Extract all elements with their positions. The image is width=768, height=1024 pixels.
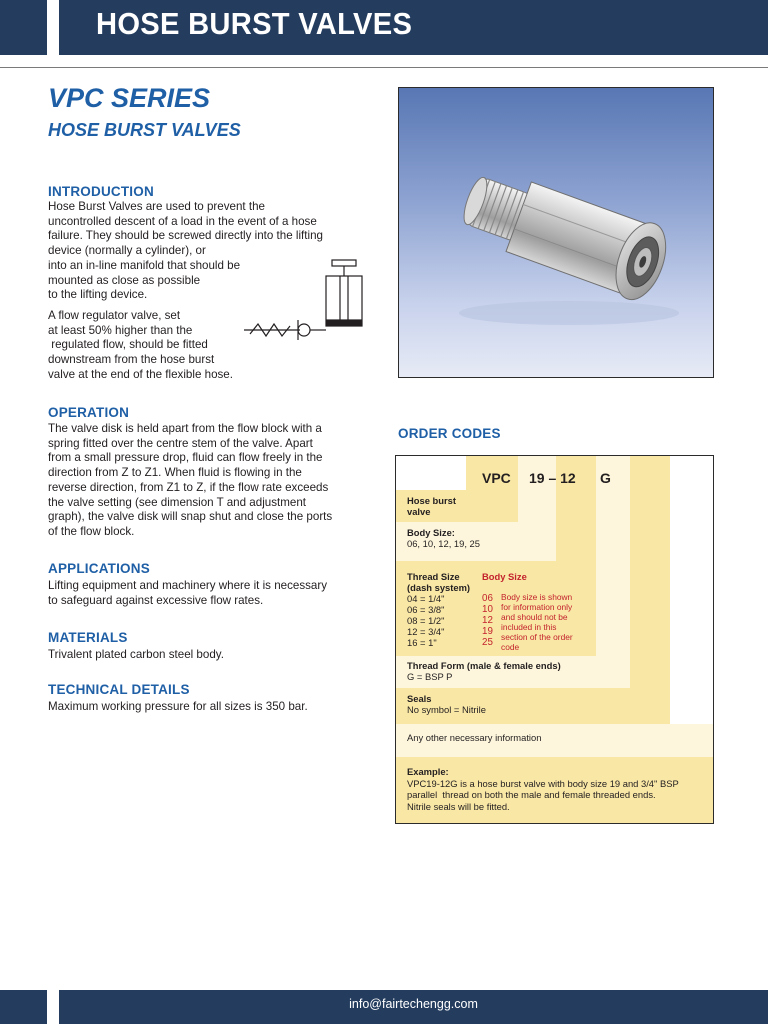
operation-line: from a small pressure drop, fluid can flow freely in the — [48, 451, 323, 465]
operation-text — [48, 422, 332, 540]
product-photo — [398, 87, 714, 378]
body-size-label: Body Size: 06, 10, 12, 19, 25 — [407, 527, 480, 549]
thread-form-label: Thread Form (male & female ends) G = BSP P — [407, 660, 561, 682]
order-codes-box — [395, 455, 714, 824]
applications-heading: APPLICATIONS — [48, 561, 150, 576]
intro-line: mounted as close as possible — [48, 273, 201, 287]
series-subtitle: HOSE BURST VALVES — [48, 120, 241, 140]
body-size-reference: Body Size — [482, 571, 527, 582]
operation-line: of the flow block. — [48, 524, 135, 538]
intro-line: at least 50% higher than the — [48, 323, 193, 337]
materials-heading: MATERIALS — [48, 630, 128, 645]
header-left-block — [0, 0, 47, 55]
operation-line: reverse direction, from Z1 to Z, if the flow rate exceeds — [48, 480, 329, 494]
seals-label: Seals No symbol = Nitrile — [407, 693, 486, 715]
code-suffix: G — [600, 470, 611, 486]
intro-line: uncontrolled descent of a load in the event of a hose — [48, 214, 317, 228]
introduction-heading: INTRODUCTION — [48, 184, 154, 199]
intro-line: downstream from the hose burst — [48, 353, 215, 367]
operation-line: graph), the valve disk will snap shut and close the ports — [48, 510, 333, 524]
body-size-list: 06 10 12 19 25 — [482, 593, 493, 648]
body-size-note: Body size is shown for information only and should not be included in this section of the order code — [501, 592, 573, 652]
example-text: Example: VPC19-12G is a hose burst valve with body size 19 and 3/4" BSP parallel thread on both the male and female threaded ends. Nitrile seals will be fitted. — [407, 766, 679, 812]
intro-line: failure. They should be screwed directly into the lifting — [48, 229, 323, 243]
operation-line: direction from Z to Z1. When fluid is flowing in the — [48, 466, 302, 480]
applications-line: to safeguard against excessive flow rates. — [48, 593, 264, 607]
applications-text — [48, 579, 327, 608]
operation-line: the valve setting (see dimension T and adjustment — [48, 495, 307, 509]
applications-line: Lifting equipment and machinery where it is necessary — [48, 579, 328, 592]
code-middle: 19 – 12 — [529, 470, 576, 486]
intro-line: A flow regulator valve, set — [48, 309, 181, 322]
series-title: VPC SERIES — [48, 83, 211, 113]
technical-details-heading: TECHNICAL DETAILS — [48, 682, 190, 697]
introduction-text-2 — [48, 309, 233, 383]
hose-label: Hose burst valve — [407, 495, 456, 517]
code-prefix: VPC — [482, 470, 511, 486]
header-divider — [0, 67, 768, 68]
code-band-form — [596, 456, 630, 688]
materials-text: Trivalent plated carbon steel body. — [48, 648, 224, 661]
operation-line: spring fitted over the centre stem of the valve. Apart — [48, 436, 313, 450]
intro-line: device (normally a cylinder), or — [48, 244, 206, 258]
intro-line: to the lifting device. — [48, 288, 148, 302]
hydraulic-cylinder-symbol-icon — [240, 254, 380, 354]
code-band-seals — [630, 456, 670, 724]
intro-line: into an in-line manifold that should be — [48, 258, 241, 272]
technical-details-text: Maximum working pressure for all sizes is 350 bar. — [48, 700, 308, 713]
footer-left-block — [0, 990, 47, 1024]
order-codes-heading: ORDER CODES — [398, 426, 501, 441]
operation-heading: OPERATION — [48, 405, 130, 420]
intro-line: Hose Burst Valves are used to prevent the — [48, 200, 265, 213]
page-title: HOSE BURST VALVES — [96, 6, 413, 41]
other-info-label: Any other necessary information — [407, 732, 542, 743]
intro-line: regulated flow, should be fitted — [48, 338, 208, 352]
thread-size-label: Thread Size (dash system) 04 = 1/4" 06 = 3/8" 08 = 1/2" 12 = 3/4" 16 = 1" — [407, 571, 471, 648]
intro-line: valve at the end of the flexible hose. — [48, 367, 233, 381]
footer-email[interactable]: info@fairtechengg.com — [349, 997, 478, 1011]
operation-line: The valve disk is held apart from the flow block with a — [48, 422, 322, 435]
hose-burst-valve-image-icon — [399, 88, 713, 377]
